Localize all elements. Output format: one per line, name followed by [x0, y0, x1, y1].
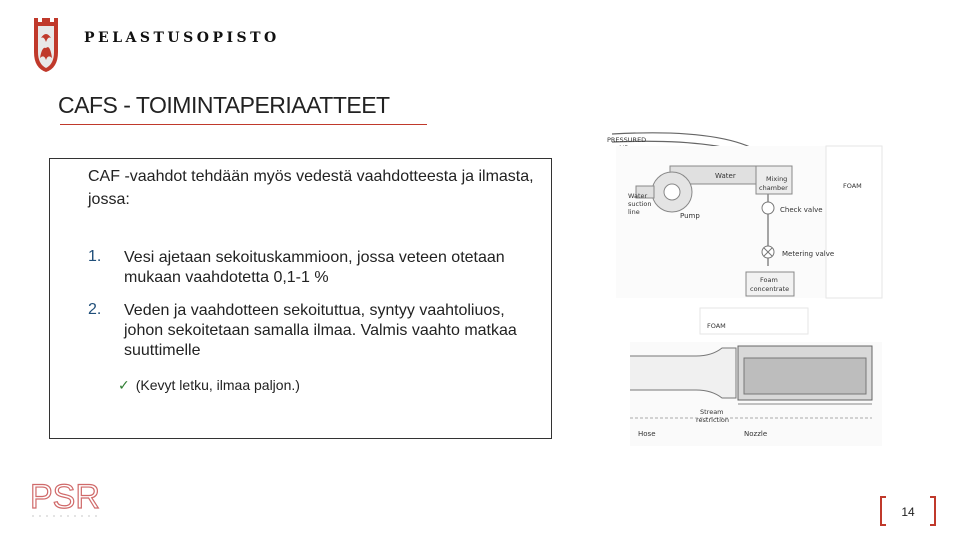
hose-shape — [630, 348, 736, 398]
check-icon: ✓ — [118, 377, 130, 393]
list-number-2: 2. — [88, 301, 102, 318]
slide-title: CAFS - TOIMINTAPERIAATTEET — [58, 92, 390, 118]
label-stream-restriction-1: Stream — [700, 408, 724, 416]
svg-text:PSR: PSR — [30, 478, 100, 516]
brand-name: PELASTUSOPISTO — [84, 30, 280, 46]
label-metering-valve: Metering valve — [782, 250, 835, 258]
crest-icon — [34, 18, 58, 72]
label-foam-concentrate-2: concentrate — [750, 285, 790, 293]
check-valve-icon — [762, 202, 774, 214]
sub-item-text: (Kevyt letku, ilmaa paljon.) — [135, 377, 300, 393]
list-item-2: Veden ja vaahdotteen sekoituttua, syntyy vaahtoliuos, johon sekoitetaan samalla ilmaa. Valmis vaahto matkaa suuttimelle — [124, 302, 517, 359]
list-item-1: Vesi ajetaan sekoituskammioon, jossa veteen otetaan mukaan vaahdotetta 0,1-1 % — [124, 249, 505, 286]
label-stream-restriction-2: restriction — [696, 416, 729, 424]
foam-mid-bg — [700, 308, 808, 334]
label-mixing-1: Mixing — [766, 175, 788, 183]
label-water: Water — [715, 172, 736, 180]
page-number: 14 — [901, 505, 915, 519]
foam-output-bg — [826, 146, 882, 298]
label-foam-right: FOAM — [843, 182, 862, 190]
label-foam-mid: FOAM — [707, 322, 726, 330]
label-pump: Pump — [680, 212, 700, 220]
label-water-suction-3: line — [628, 208, 640, 216]
label-water-suction-1: Water — [628, 192, 648, 200]
label-pressured-air-1: PRESSURED — [607, 136, 647, 144]
cafs-diagram — [600, 130, 890, 450]
label-check-valve: Check valve — [780, 206, 823, 214]
label-nozzle: Nozzle — [744, 430, 768, 438]
title-underline — [60, 124, 427, 125]
label-hose: Hose — [638, 430, 656, 438]
list-number-1: 1. — [88, 248, 102, 265]
psr-logo — [28, 470, 108, 525]
label-foam-concentrate-1: Foam — [760, 276, 778, 284]
label-mixing-2: chamber — [759, 184, 788, 192]
sub-item — [118, 377, 300, 394]
intro-text: CAF -vaahdot tehdään myös vedestä vaahdotteesta ja ilmasta, jossa: — [88, 168, 534, 208]
label-water-suction-2: suction — [628, 200, 652, 208]
